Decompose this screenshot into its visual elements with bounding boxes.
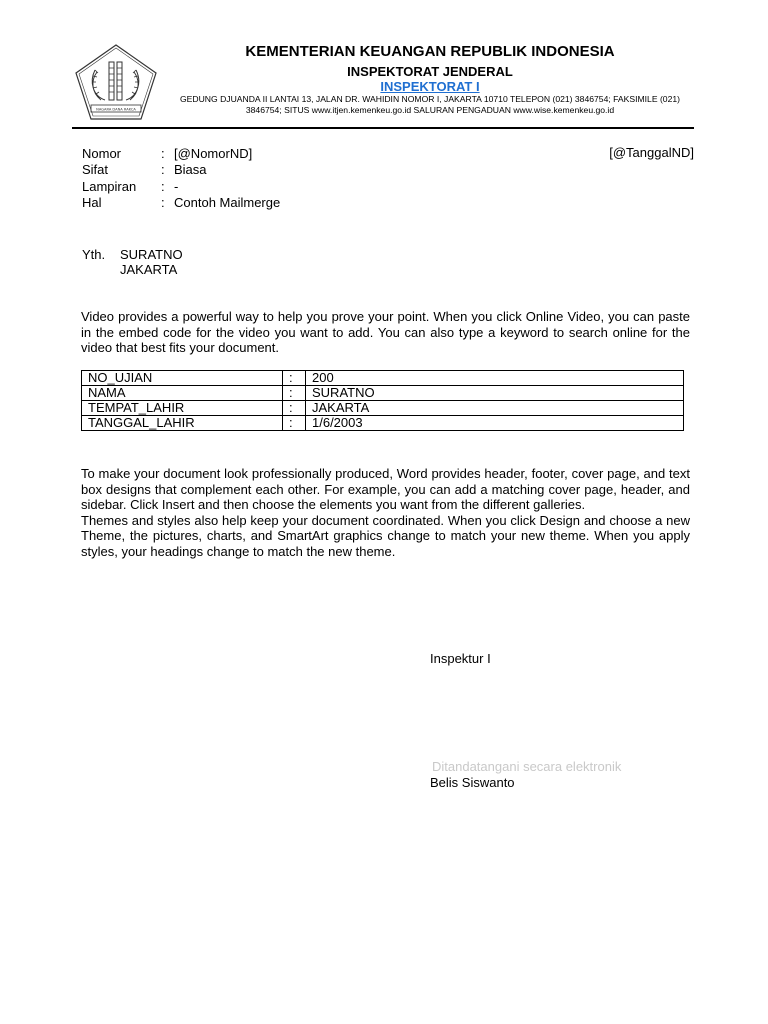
ministry-logo — [73, 42, 159, 122]
signature-note: Ditandatangani secara elektronik — [432, 759, 622, 774]
meta-value: Biasa — [174, 162, 207, 177]
value-cell: SURATNO — [306, 386, 684, 401]
address-line: GEDUNG DJUANDA II LANTAI 13, JALAN DR. WAHIDIN NOMOR I, JAKARTA 10710 TELEPON (021) 3846754; FAKSIMILE (021) 3846754; SITUS www.itjen.kemenkeu.go.id SALURAN PENGADUAN www.wise.kemenkeu.go.id — [179, 94, 681, 115]
table-row — [82, 371, 684, 386]
field-cell: NAMA — [82, 386, 283, 401]
meta-label: Hal — [82, 195, 102, 210]
recipient-prefix: Yth. — [82, 247, 106, 262]
field-cell: TEMPAT_LAHIR — [82, 401, 283, 416]
sep-cell: : — [283, 386, 306, 401]
meta-colon: : — [161, 162, 165, 177]
meta-value: [@NomorND] — [174, 146, 253, 161]
value-cell: 1/6/2003 — [306, 416, 684, 431]
sep-cell: : — [283, 401, 306, 416]
field-cell: TANGGAL_LAHIR — [82, 416, 283, 431]
meta-label: Nomor — [82, 146, 122, 161]
sep-cell: : — [283, 416, 306, 431]
signatory-name: Belis Siswanto — [430, 775, 515, 790]
table-row — [82, 416, 684, 431]
signature-title: Inspektur I — [430, 651, 491, 666]
meta-value: - — [174, 179, 179, 194]
unit-link[interactable]: INSPEKTORAT I — [380, 79, 480, 94]
sep-cell: : — [283, 371, 306, 386]
recipient-name: SURATNO — [120, 247, 183, 262]
table-row — [82, 401, 684, 416]
field-cell: NO_UJIAN — [82, 371, 283, 386]
recipient-city: JAKARTA — [120, 262, 178, 277]
mailmerge-table — [81, 370, 684, 431]
intro-text: Video provides a powerful way to help you prove your point. When you click Online Video, you can paste in the embed code for the video you want to add. You can also type a keyword to search online for the video that best fits your document. — [81, 309, 690, 356]
meta-colon: : — [161, 179, 165, 194]
body-paragraphs — [81, 466, 690, 560]
body-paragraph-2: Themes and styles also help keep your document coordinated. When you click Design and choose a new Theme, the pictures, charts, and SmartArt graphics change to match your new theme. When you apply styles, your headings change to match the new theme. — [81, 512, 690, 559]
body-paragraph-1: To make your document look professionally produced, Word provides header, footer, cover page, and text box designs that complement each other. For example, you can add a matching cover page, header, and sidebar. Click Insert and then choose the elements you want from the different galleries. — [81, 466, 690, 513]
letter-date: [@TanggalND] — [609, 145, 694, 160]
intro-paragraph — [81, 309, 690, 356]
table-row — [82, 386, 684, 401]
meta-value: Contoh Mailmerge — [174, 195, 281, 210]
meta-label: Sifat — [82, 162, 109, 177]
ministry-title: KEMENTERIAN KEUANGAN REPUBLIK INDONESIA — [245, 43, 615, 60]
meta-colon: : — [161, 195, 165, 210]
logo-text: NAGARA DANA RAKCA — [96, 107, 136, 112]
value-cell: JAKARTA — [306, 401, 684, 416]
meta-colon: : — [161, 146, 165, 161]
meta-label: Lampiran — [82, 179, 137, 194]
directorate-title: INSPEKTORAT JENDERAL — [347, 64, 513, 79]
value-cell: 200 — [306, 371, 684, 386]
header-divider — [72, 127, 694, 129]
